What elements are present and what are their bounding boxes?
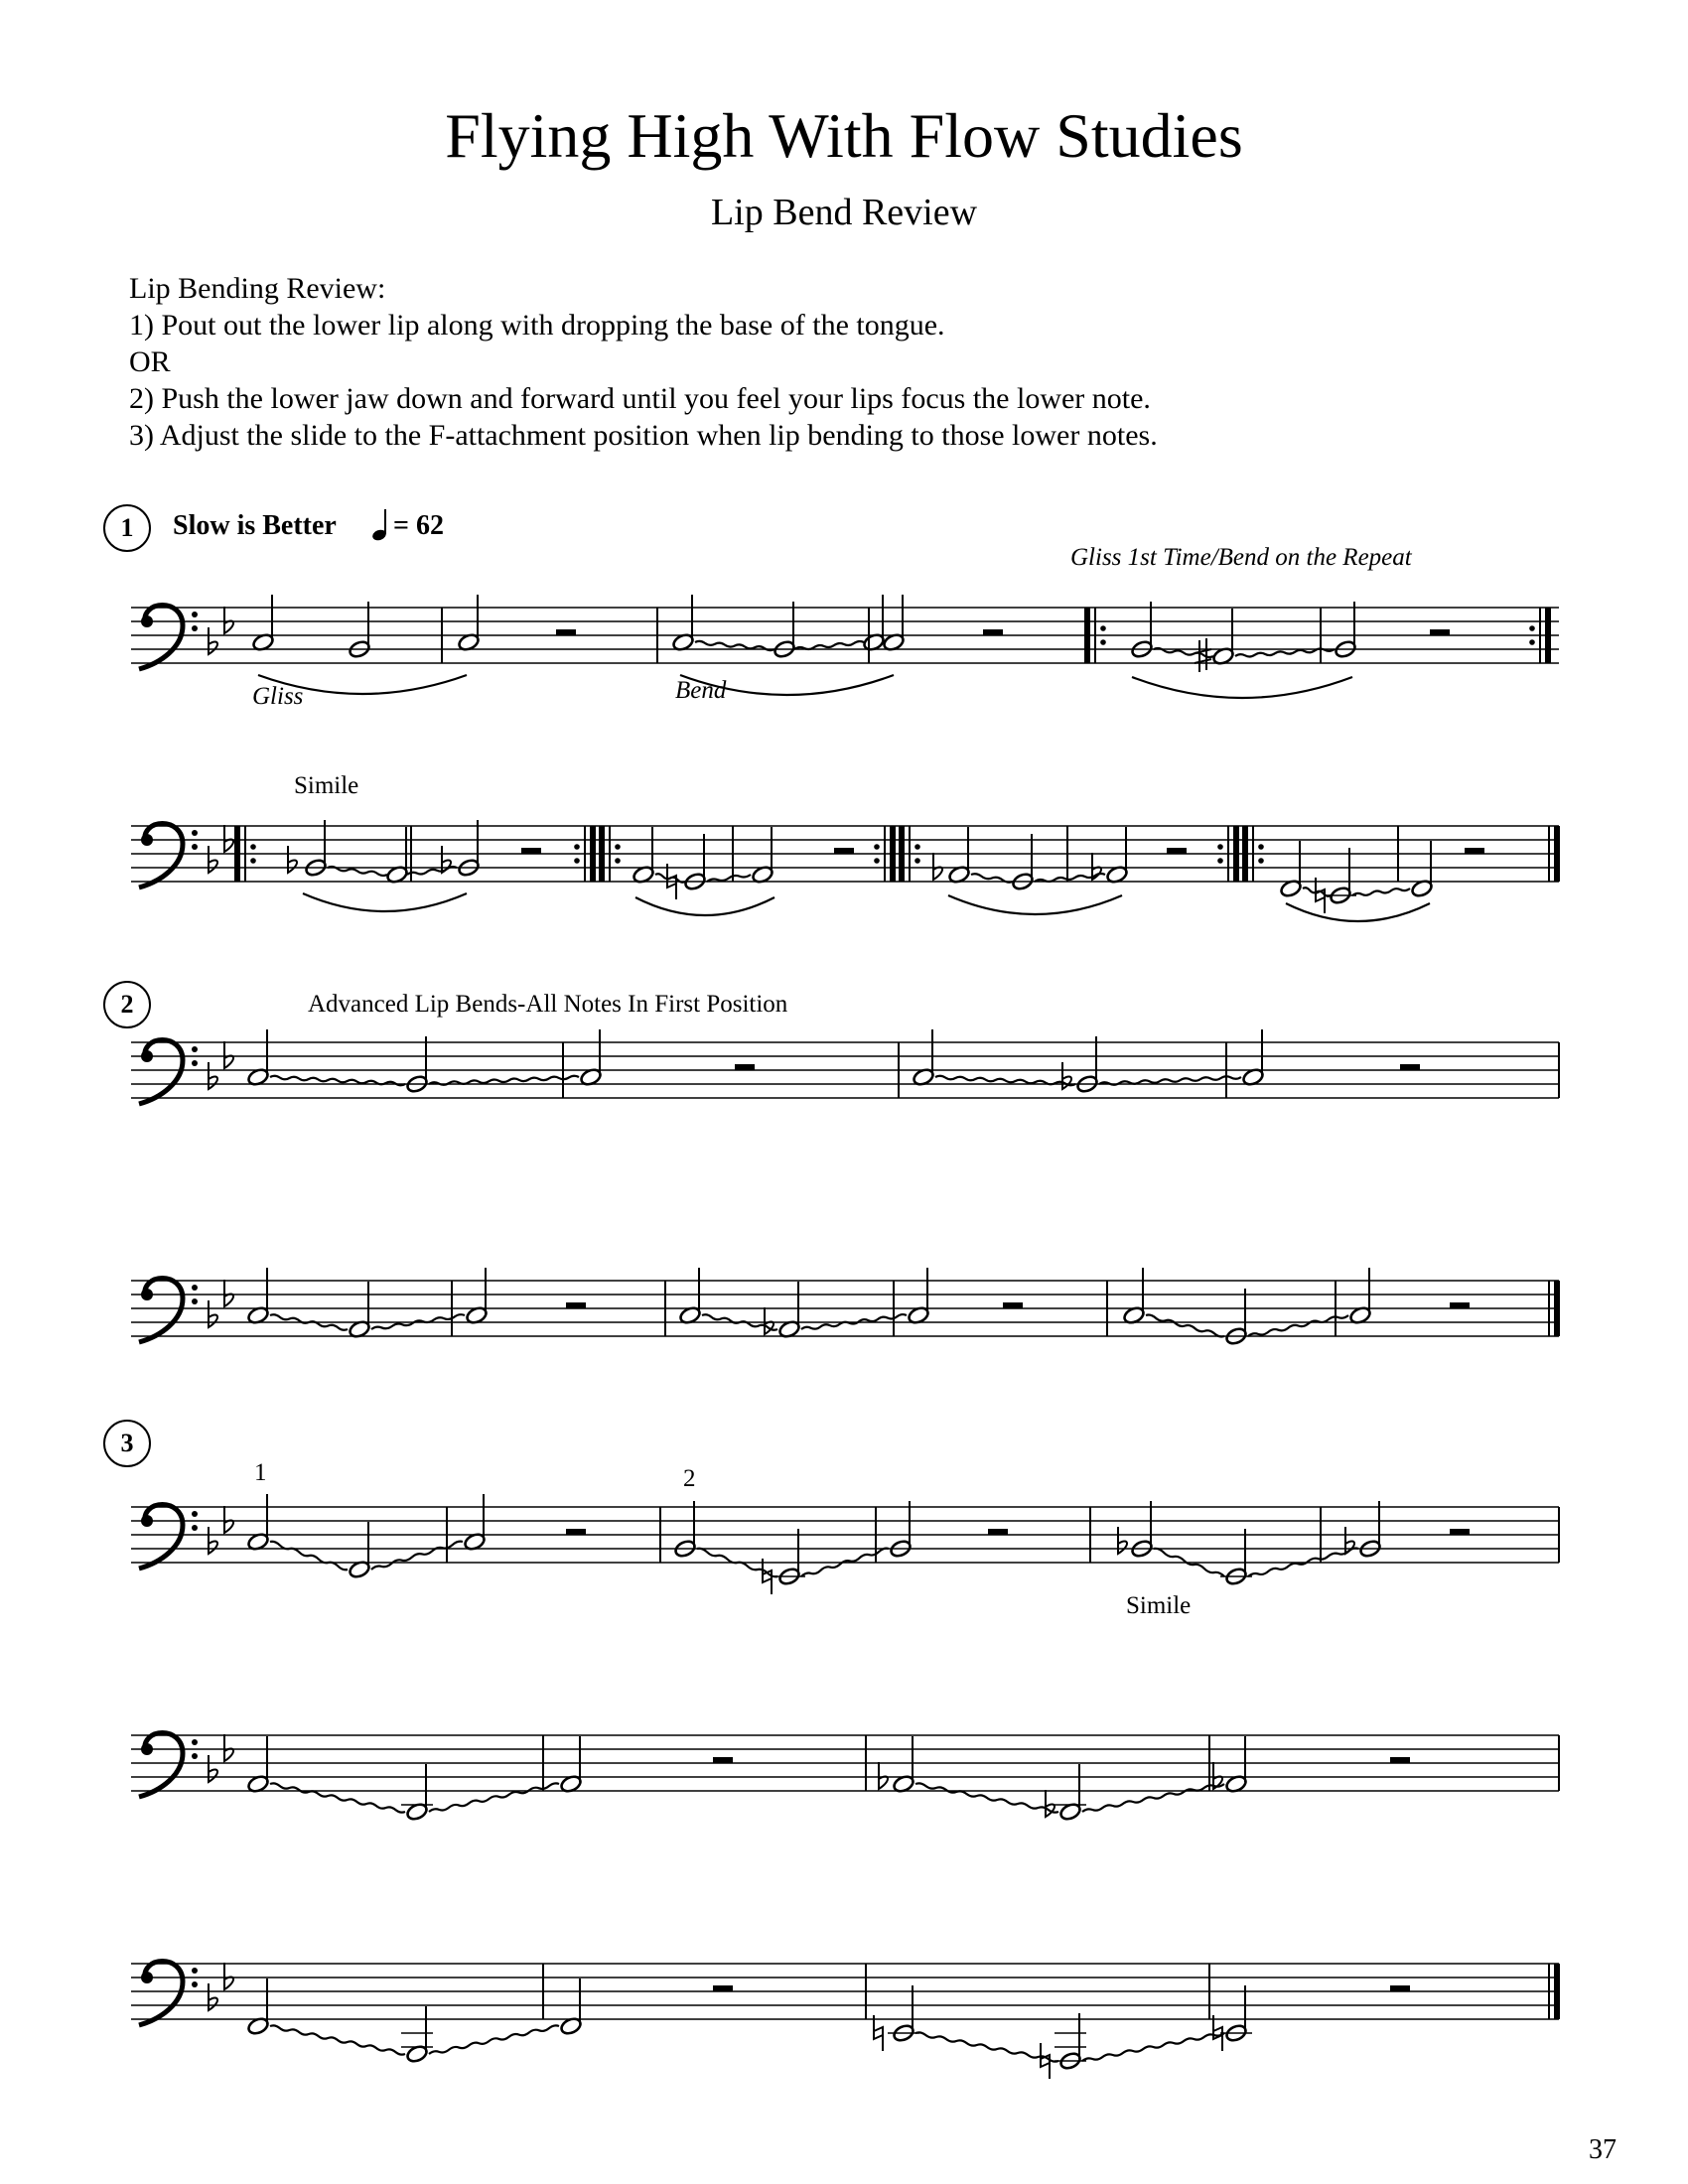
key-flat-icon [224, 825, 233, 852]
repeat-end-thick [1233, 826, 1239, 882]
exercise-1-tempo: = 62 [393, 510, 444, 541]
ending-1-marking: 1 [254, 1459, 267, 1486]
key-flat-icon [224, 1041, 233, 1068]
exercise-2-heading: Advanced Lip Bends-All Notes In First Position [308, 991, 788, 1018]
key-flat-icon [209, 846, 217, 873]
half-rest [713, 1985, 733, 1991]
bass-clef-icon [139, 1733, 183, 1798]
gliss-line [1352, 888, 1410, 895]
bass-clef-icon [139, 1505, 183, 1570]
bass-clef-dot [141, 1515, 153, 1527]
half-rest [1430, 629, 1450, 635]
gliss-line [1248, 1315, 1348, 1336]
repeat-dot [914, 844, 920, 850]
natural-icon [874, 2015, 883, 2051]
final-barline-thick [1554, 826, 1560, 882]
key-flat-icon [224, 607, 233, 633]
final-barline-thick [1554, 1281, 1560, 1336]
bass-clef-dot [192, 1753, 198, 1759]
repeat-start-thick [1084, 608, 1090, 663]
bass-clef-icon [139, 824, 183, 888]
bass-clef-dot [141, 834, 153, 846]
ending-2-marking: 2 [683, 1465, 696, 1492]
half-rest [566, 1529, 586, 1535]
repeat-dot [574, 858, 580, 864]
bass-clef-dot [141, 1289, 153, 1300]
repeat-end-thick [1545, 608, 1551, 663]
exercise-1-number: 1 [103, 504, 151, 552]
gliss-marking: Gliss [252, 683, 304, 710]
repeat-dot [250, 844, 256, 850]
half-rest [1465, 848, 1484, 854]
repeat-start-thick [599, 826, 605, 882]
gliss-line [270, 1542, 348, 1570]
slur [1132, 677, 1352, 698]
exercise-3-number: 3 [103, 1420, 151, 1467]
bass-clef-dot [141, 1743, 153, 1755]
gliss-line [270, 2025, 405, 2054]
bass-clef-dot [192, 625, 198, 631]
gliss-line [1146, 1315, 1224, 1337]
page-subtitle: Lip Bend Review [710, 192, 978, 233]
repeat-dot [914, 858, 920, 864]
key-flat-icon [209, 1527, 217, 1554]
bass-clef-dot [192, 1525, 198, 1531]
page-number: 37 [1589, 2134, 1617, 2165]
flat-icon [288, 846, 297, 873]
repeat-dot [1217, 844, 1223, 850]
half-rest [1167, 848, 1187, 854]
slur [258, 675, 467, 694]
flat-icon [1118, 1527, 1127, 1554]
bass-clef-dot [192, 1046, 198, 1052]
gliss-line [915, 2032, 1058, 2061]
bass-clef-dot [141, 1972, 153, 1983]
repeat-start-thick [1242, 826, 1248, 882]
bass-clef-dot [141, 1050, 153, 1062]
repeat-dot [1258, 844, 1264, 850]
bass-clef-dot [192, 1981, 198, 1987]
slur [1286, 903, 1430, 921]
repeat-dot [250, 858, 256, 864]
half-rest [988, 1529, 1008, 1535]
bass-clef-dot [192, 612, 198, 617]
gliss-line [371, 1542, 463, 1570]
instruction-step-1: 1) Pout out the lower lip along with dropping the base of the tongue. [129, 309, 945, 341]
repeat-dot [574, 844, 580, 850]
page-title: Flying High With Flow Studies [445, 100, 1243, 171]
half-rest [566, 1302, 586, 1308]
key-flat-icon [209, 1300, 217, 1327]
repeat-dot [615, 844, 621, 850]
slur [948, 895, 1122, 914]
repeat-dot [1529, 639, 1535, 645]
repeat-start-thick [899, 826, 905, 882]
bass-clef-icon [139, 1962, 183, 2026]
gliss-line [429, 1783, 559, 1812]
half-rest [556, 629, 576, 635]
key-flat-icon [209, 1755, 217, 1782]
bass-clef-icon [139, 1040, 183, 1105]
exercise-1-heading: Slow is Better [173, 510, 337, 541]
gliss-line [1082, 1784, 1224, 1812]
half-rest [1450, 1529, 1470, 1535]
repeat-dot [1100, 625, 1106, 631]
flat-icon [933, 853, 942, 880]
exercise-2-number: 2 [103, 981, 151, 1028]
bass-clef-dot [192, 1060, 198, 1066]
half-rest [521, 848, 541, 854]
bass-clef-icon [139, 1279, 183, 1343]
simile-marking-3: Simile [1126, 1592, 1192, 1619]
instruction-step-3: 3) Adjust the slide to the F-attachment position when lip bending to those lower notes. [129, 419, 1158, 452]
half-rest [1390, 1985, 1410, 1991]
final-barline-thick [1554, 1964, 1560, 2019]
gliss-line [707, 875, 751, 882]
half-rest [1400, 1064, 1420, 1070]
repeat-dot [1217, 858, 1223, 864]
gliss-line [915, 1783, 1058, 1812]
repeat-dot [615, 858, 621, 864]
key-flat-icon [224, 1280, 233, 1306]
half-rest [983, 629, 1003, 635]
repeat-dot [1100, 639, 1106, 645]
bass-clef-dot [141, 615, 153, 627]
bass-clef-dot [192, 1298, 198, 1304]
bass-clef-icon [139, 606, 183, 670]
bass-clef-dot [192, 1285, 198, 1291]
key-flat-icon [224, 1963, 233, 1989]
repeat-dot [874, 858, 880, 864]
repeat-instruction: Gliss 1st Time/Bend on the Repeat [1070, 544, 1412, 571]
slur [635, 897, 774, 915]
gliss-line [429, 2025, 559, 2054]
half-rest [713, 1757, 733, 1763]
bass-clef-dot [192, 830, 198, 836]
gliss-line [794, 641, 864, 649]
repeat-dot [1258, 858, 1264, 864]
natural-icon [1316, 878, 1325, 913]
instruction-or: OR [129, 345, 171, 378]
repeat-dot [1529, 625, 1535, 631]
slur [680, 675, 894, 695]
bend-marking: Bend [675, 677, 727, 704]
bass-clef-dot [192, 1511, 198, 1517]
bass-clef-dot [192, 844, 198, 850]
key-flat-icon [224, 1734, 233, 1761]
repeat-end-thick [890, 826, 896, 882]
natural-icon [763, 1559, 772, 1594]
flat-icon [879, 1762, 888, 1789]
key-flat-icon [209, 1062, 217, 1089]
bass-clef-dot [192, 1968, 198, 1974]
key-flat-icon [209, 1983, 217, 2010]
bass-clef-dot [192, 1739, 198, 1745]
half-rest [1003, 1302, 1023, 1308]
key-flat-icon [209, 627, 217, 654]
slur [303, 893, 467, 911]
half-rest [1390, 1757, 1410, 1763]
instruction-step-2: 2) Push the lower jaw down and forward until you feel your lips focus the lower note. [129, 382, 1151, 415]
half-rest [735, 1064, 755, 1070]
half-rest [834, 848, 854, 854]
gliss-line [1082, 2033, 1224, 2061]
repeat-start-thick [234, 826, 240, 882]
half-rest [1450, 1302, 1470, 1308]
repeat-end-thick [590, 826, 596, 882]
simile-marking: Simile [294, 772, 359, 799]
gliss-line [270, 1783, 405, 1812]
instructions-heading: Lip Bending Review: [129, 272, 386, 305]
repeat-dot [874, 844, 880, 850]
natural-icon [1041, 2043, 1050, 2079]
key-flat-icon [224, 1506, 233, 1533]
